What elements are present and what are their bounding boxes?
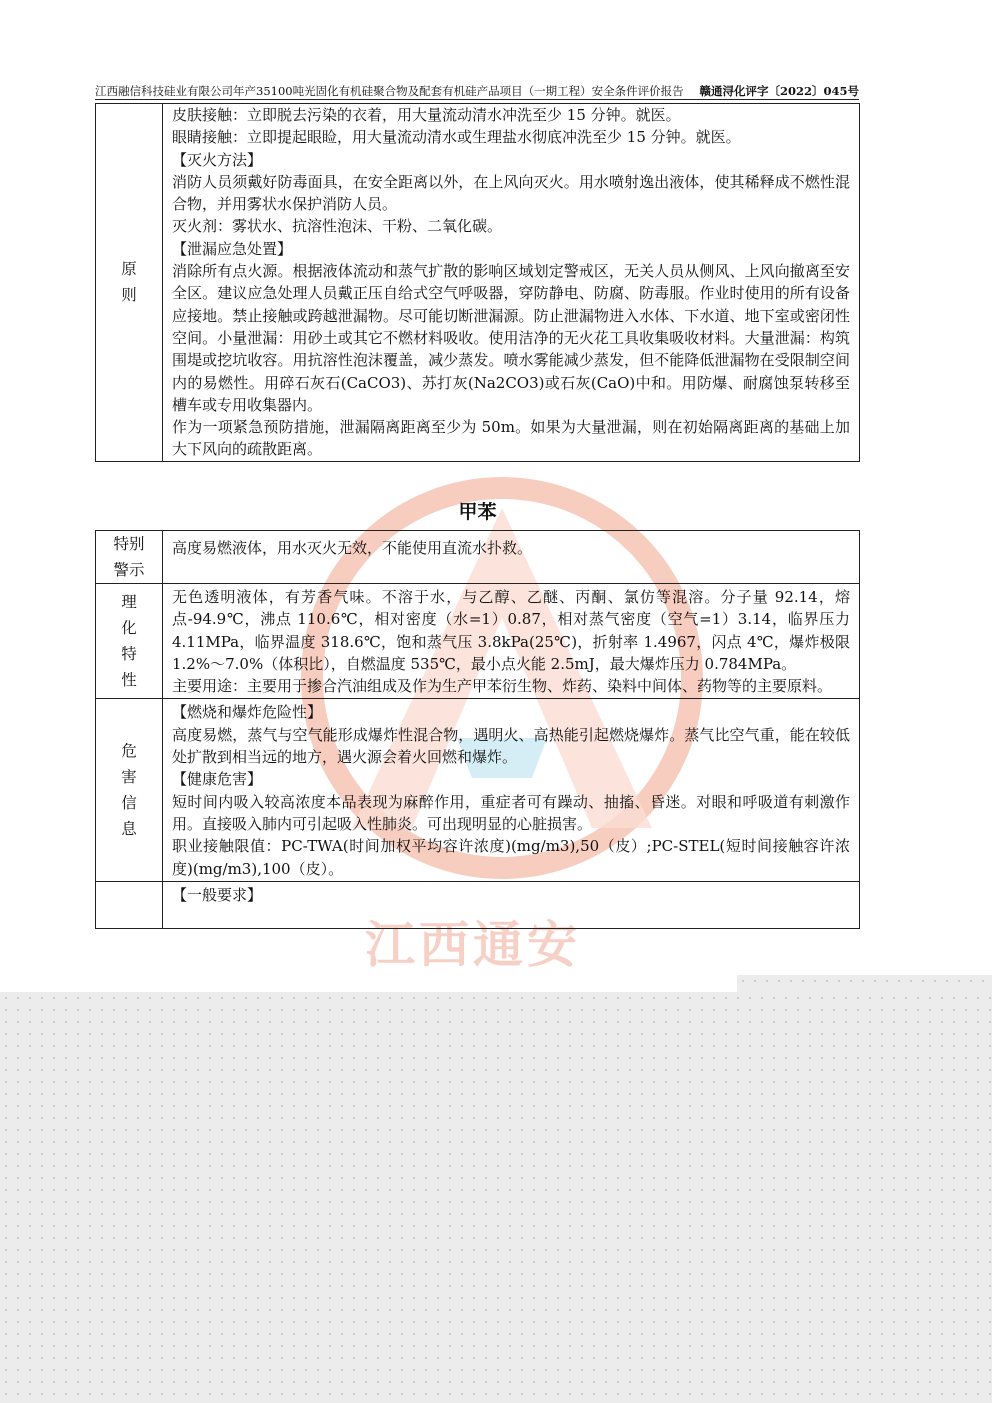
content-line: 【灭火方法】 xyxy=(172,150,263,169)
row-content xyxy=(163,699,860,881)
row-content xyxy=(163,584,860,699)
content-line: 职业接触限值：PC-TWA(时间加权平均容许浓度)(mg/m3),50（皮）;PC-STEL(短时间接触容许浓度)(mg/m3),100（皮）。 xyxy=(172,837,850,878)
content-line: 消防人员须戴好防毒面具，在安全距离以外，在上风向灭火。用水喷射逸出液体，使其稀释成不燃性混合物，并用雾状水保护消防人员。 xyxy=(172,172,850,214)
table-row xyxy=(96,531,860,584)
header-report-number: 赣通浔化评字〔2022〕045号 xyxy=(699,84,859,98)
row-label-text: 危 害 信 息 xyxy=(121,742,137,839)
content-line: 短时间内吸入较高浓度本品表现为麻醉作用，重症者可有躁动、抽搐、昏迷。对眼和呼吸道有刺激作用。直接吸入肺内可引起吸入性肺炎。可出现明显的心脏损害。 xyxy=(172,792,850,833)
content-line: 皮肤接触：立即脱去污染的衣着，用大量流动清水冲洗至少 15 分钟。就医。 xyxy=(172,106,681,124)
content-line: 【一般要求】 xyxy=(172,885,263,904)
content-line xyxy=(172,906,850,928)
content-line: 眼睛接触：立即提起眼睑，用大量流动清水或生理盐水彻底冲洗至少 15 分钟。就医。 xyxy=(172,128,741,147)
row-label xyxy=(96,881,163,929)
toluene-table xyxy=(95,530,860,929)
content-line: 消除所有点火源。根据液体流动和蒸气扩散的影响区域划定警戒区，无关人员从侧风、上风向撤离至安全区。建议应急处理人员戴正压自给式空气呼吸器，穿防静电、防腐、防毒服。作业时使用的所有设备应接地。禁止接触或跨越泄漏物。尽可能切断泄漏源。防止泄漏物进入水体、下水道、地下室或密闭性空间。小量泄漏：用砂土或其它不燃材料吸收。使用洁净的无火花工具收集吸收材料。大量泄漏：构筑围堤或挖坑收容。用抗溶性泡沫覆盖，减少蒸发。喷水雾能减少蒸发，但不能降低泄漏物在受限制空间内的易燃性。用碎石灰石(CaCO3)、苏打灰(Na2CO3)或石灰(CaO)中和。用防爆、耐腐蚀泵转移至槽车或专用收集器内。 xyxy=(172,262,850,414)
row-content xyxy=(163,531,860,584)
page-header xyxy=(95,84,859,100)
content-line: 高度易燃液体，用水灭火无效，不能使用直流水扑救。 xyxy=(172,539,533,557)
principles-table xyxy=(95,103,860,462)
content-line: 无色透明液体，有芳香气味。不溶于水，与乙醇、乙醚、丙酮、氯仿等混溶。分子量 92.14，熔点-94.9℃，沸点 110.6℃，相对密度（水=1）0.87，相对蒸气密度（空气=1）3.14，临界压力 4.11MPa，临界温度 318.6℃，饱和蒸气压 3.8kPa(25℃)，折射率 1.4967，闪点 4℃，爆炸极限 1.2%～7.0%（体积比），自燃温度 535℃，最小点火能 2.5mJ，最大爆炸压力 0.784MPa。 xyxy=(172,588,850,673)
content-line: 作为一项紧急预防措施，泄漏隔离距离至少为 50m。如果为大量泄漏，则在初始隔离距离的基础上加大下风向的疏散距离。 xyxy=(172,418,850,459)
content-line: 【燃烧和爆炸危险性】 xyxy=(172,703,323,722)
content-line: 高度易燃，蒸气与空气能形成爆炸性混合物，遇明火、高热能引起燃烧爆炸。蒸气比空气重，能在较低处扩散到相当远的地方，遇火源会着火回燃和爆炸。 xyxy=(172,725,850,767)
cropped-area xyxy=(737,975,992,993)
row-label-text: 原 则 xyxy=(121,260,137,305)
cropped-area xyxy=(0,992,992,1403)
table-row xyxy=(96,881,860,929)
row-label xyxy=(96,699,163,881)
row-label xyxy=(96,531,163,584)
content-line: 灭火剂：雾状水、抗溶性泡沫、干粉、二氧化碳。 xyxy=(172,217,503,236)
content-line: 主要用途：主要用于掺合汽油组成及作为生产甲苯衍生物、炸药、染料中间体、药物等的主要原料。 xyxy=(172,677,833,696)
row-content xyxy=(163,104,860,462)
row-label-text: 特别 警示 xyxy=(113,535,145,579)
watermark-text: 江西通安 xyxy=(365,916,581,974)
table-row xyxy=(96,699,860,881)
table-row xyxy=(96,584,860,699)
content-line: 【健康危害】 xyxy=(172,770,263,789)
row-content xyxy=(163,881,860,929)
header-report-title: 江西融信科技硅业有限公司年产35100吨光固化有机硅聚合物及配套有机硅产品项目（一期工程）安全条件评价报告 xyxy=(95,84,684,98)
row-label xyxy=(96,584,163,699)
row-label xyxy=(96,104,163,462)
section-title: 甲苯 xyxy=(458,501,497,523)
table-row xyxy=(96,104,860,462)
row-label-text: 理 化 特 性 xyxy=(121,593,137,690)
content-line: 【泄漏应急处置】 xyxy=(172,239,293,258)
